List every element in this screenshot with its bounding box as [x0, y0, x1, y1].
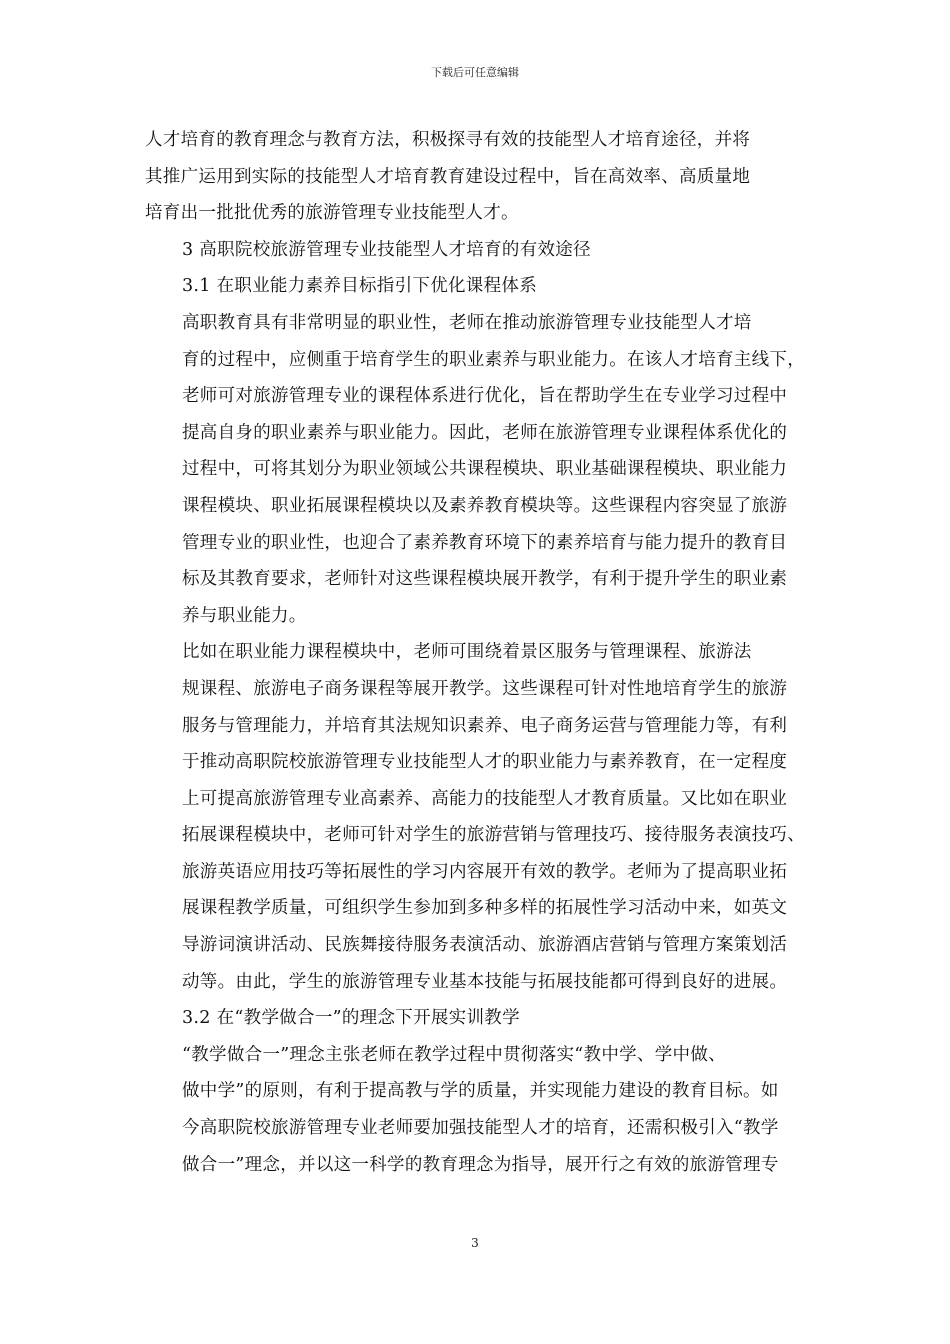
text-line: 于推动高职院校旅游管理专业技能型人才的职业能力与素养教育，在一定程度 — [182, 752, 788, 773]
text-line: 做中学”的原则，有利于提高教与学的质量，并实现能力建设的教育目标。如 — [182, 1081, 779, 1102]
text-line: 养与职业能力。 — [182, 605, 307, 626]
text-line: 旅游英语应用技巧等拓展性的学习内容展开有效的教学。老师为了提高职业拓 — [182, 861, 788, 882]
text-line: 导游词演讲活动、民族舞接待服务表演活动、旅游酒店营销与管理方案策划活 — [182, 935, 788, 956]
section-heading-3 — [145, 232, 809, 269]
text-line: 高职教育具有非常明显的职业性，老师在推动旅游管理专业技能型人才培 — [182, 312, 752, 333]
text-line: 今高职院校旅游管理专业老师要加强技能型人才的培育，还需积极引入“教学 — [182, 1118, 779, 1139]
paragraph-teach-learn-do — [145, 1037, 809, 1183]
heading-text: 3.1 在职业能力素养目标指引下优化课程体系 — [182, 276, 537, 297]
text-line: 提高自身的职业素养与职业能力。因此，老师在旅游管理专业课程体系优化的 — [182, 422, 788, 443]
text-line: 人才培育的教育理念与教育方法，积极探寻有效的技能型人才培育途径，并将 — [145, 130, 751, 150]
page-number: 3 — [471, 1236, 479, 1250]
text-line: 标及其教育要求，老师针对这些课程模块展开教学，有利于提升学生的职业素 — [182, 569, 788, 590]
text-line: 育的过程中，应侧重于培育学生的职业素养与职业能力。在该人才培育主线下， — [182, 349, 805, 370]
heading-text: 3.2 在“教学做合一”的理念下开展实训教学 — [182, 1008, 520, 1029]
text-line: 做合一”理念，并以这一科学的教育理念为指导，展开行之有效的旅游管理专 — [182, 1154, 779, 1175]
subsection-heading-3-1 — [145, 268, 809, 305]
heading-text: 3 高职院校旅游管理专业技能型人才培育的有效途径 — [182, 239, 591, 260]
text-line: 管理专业的职业性，也迎合了素养教育环境下的素养培育与能力提升的教育目 — [182, 532, 788, 553]
text-line: 拓展课程模块中，老师可针对学生的旅游营销与管理技巧、接待服务表演技巧、 — [182, 825, 805, 846]
text-line: 上可提高旅游管理专业高素养、高能力的技能型人才教育质量。又比如在职业 — [182, 788, 788, 809]
text-line: 过程中，可将其划分为职业领域公共课程模块、职业基础课程模块、职业能力 — [182, 459, 788, 480]
text-line: 比如在职业能力课程模块中，老师可围绕着景区服务与管理课程、旅游法 — [182, 642, 752, 663]
document-body — [145, 122, 809, 1183]
subsection-heading-3-2 — [145, 1000, 809, 1037]
paragraph-vocational-education — [145, 305, 809, 634]
text-line: 动等。由此，学生的旅游管理专业基本技能与拓展技能都可得到良好的进展。 — [182, 971, 788, 992]
paragraph-course-modules — [145, 634, 809, 1000]
text-line: 规课程、旅游电子商务课程等展开教学。这些课程可针对性地培育学生的旅游 — [182, 678, 788, 699]
text-line: 其推广运用到实际的技能型人才培育教育建设过程中，旨在高效率、高质量地 — [145, 166, 751, 187]
text-line: 课程模块、职业拓展课程模块以及素养教育模块等。这些课程内容突显了旅游 — [182, 495, 788, 516]
text-line: 培育出一批批优秀的旅游管理专业技能型人才。 — [145, 203, 519, 224]
text-line: “教学做合一”理念主张老师在教学过程中贯彻落实“教中学、学中做、 — [182, 1044, 726, 1065]
text-line: 展课程教学质量，可组织学生参加到多种多样的拓展性学习活动中来，如英文 — [182, 898, 788, 919]
text-line: 老师可对旅游管理专业的课程体系进行优化，旨在帮助学生在专业学习过程中 — [182, 386, 788, 407]
page-header: 下载后可任意编辑 — [431, 66, 519, 79]
text-line: 服务与管理能力，并培育其法规知识素养、电子商务运营与管理能力等，有利 — [182, 715, 788, 736]
paragraph-continuation — [145, 122, 809, 232]
